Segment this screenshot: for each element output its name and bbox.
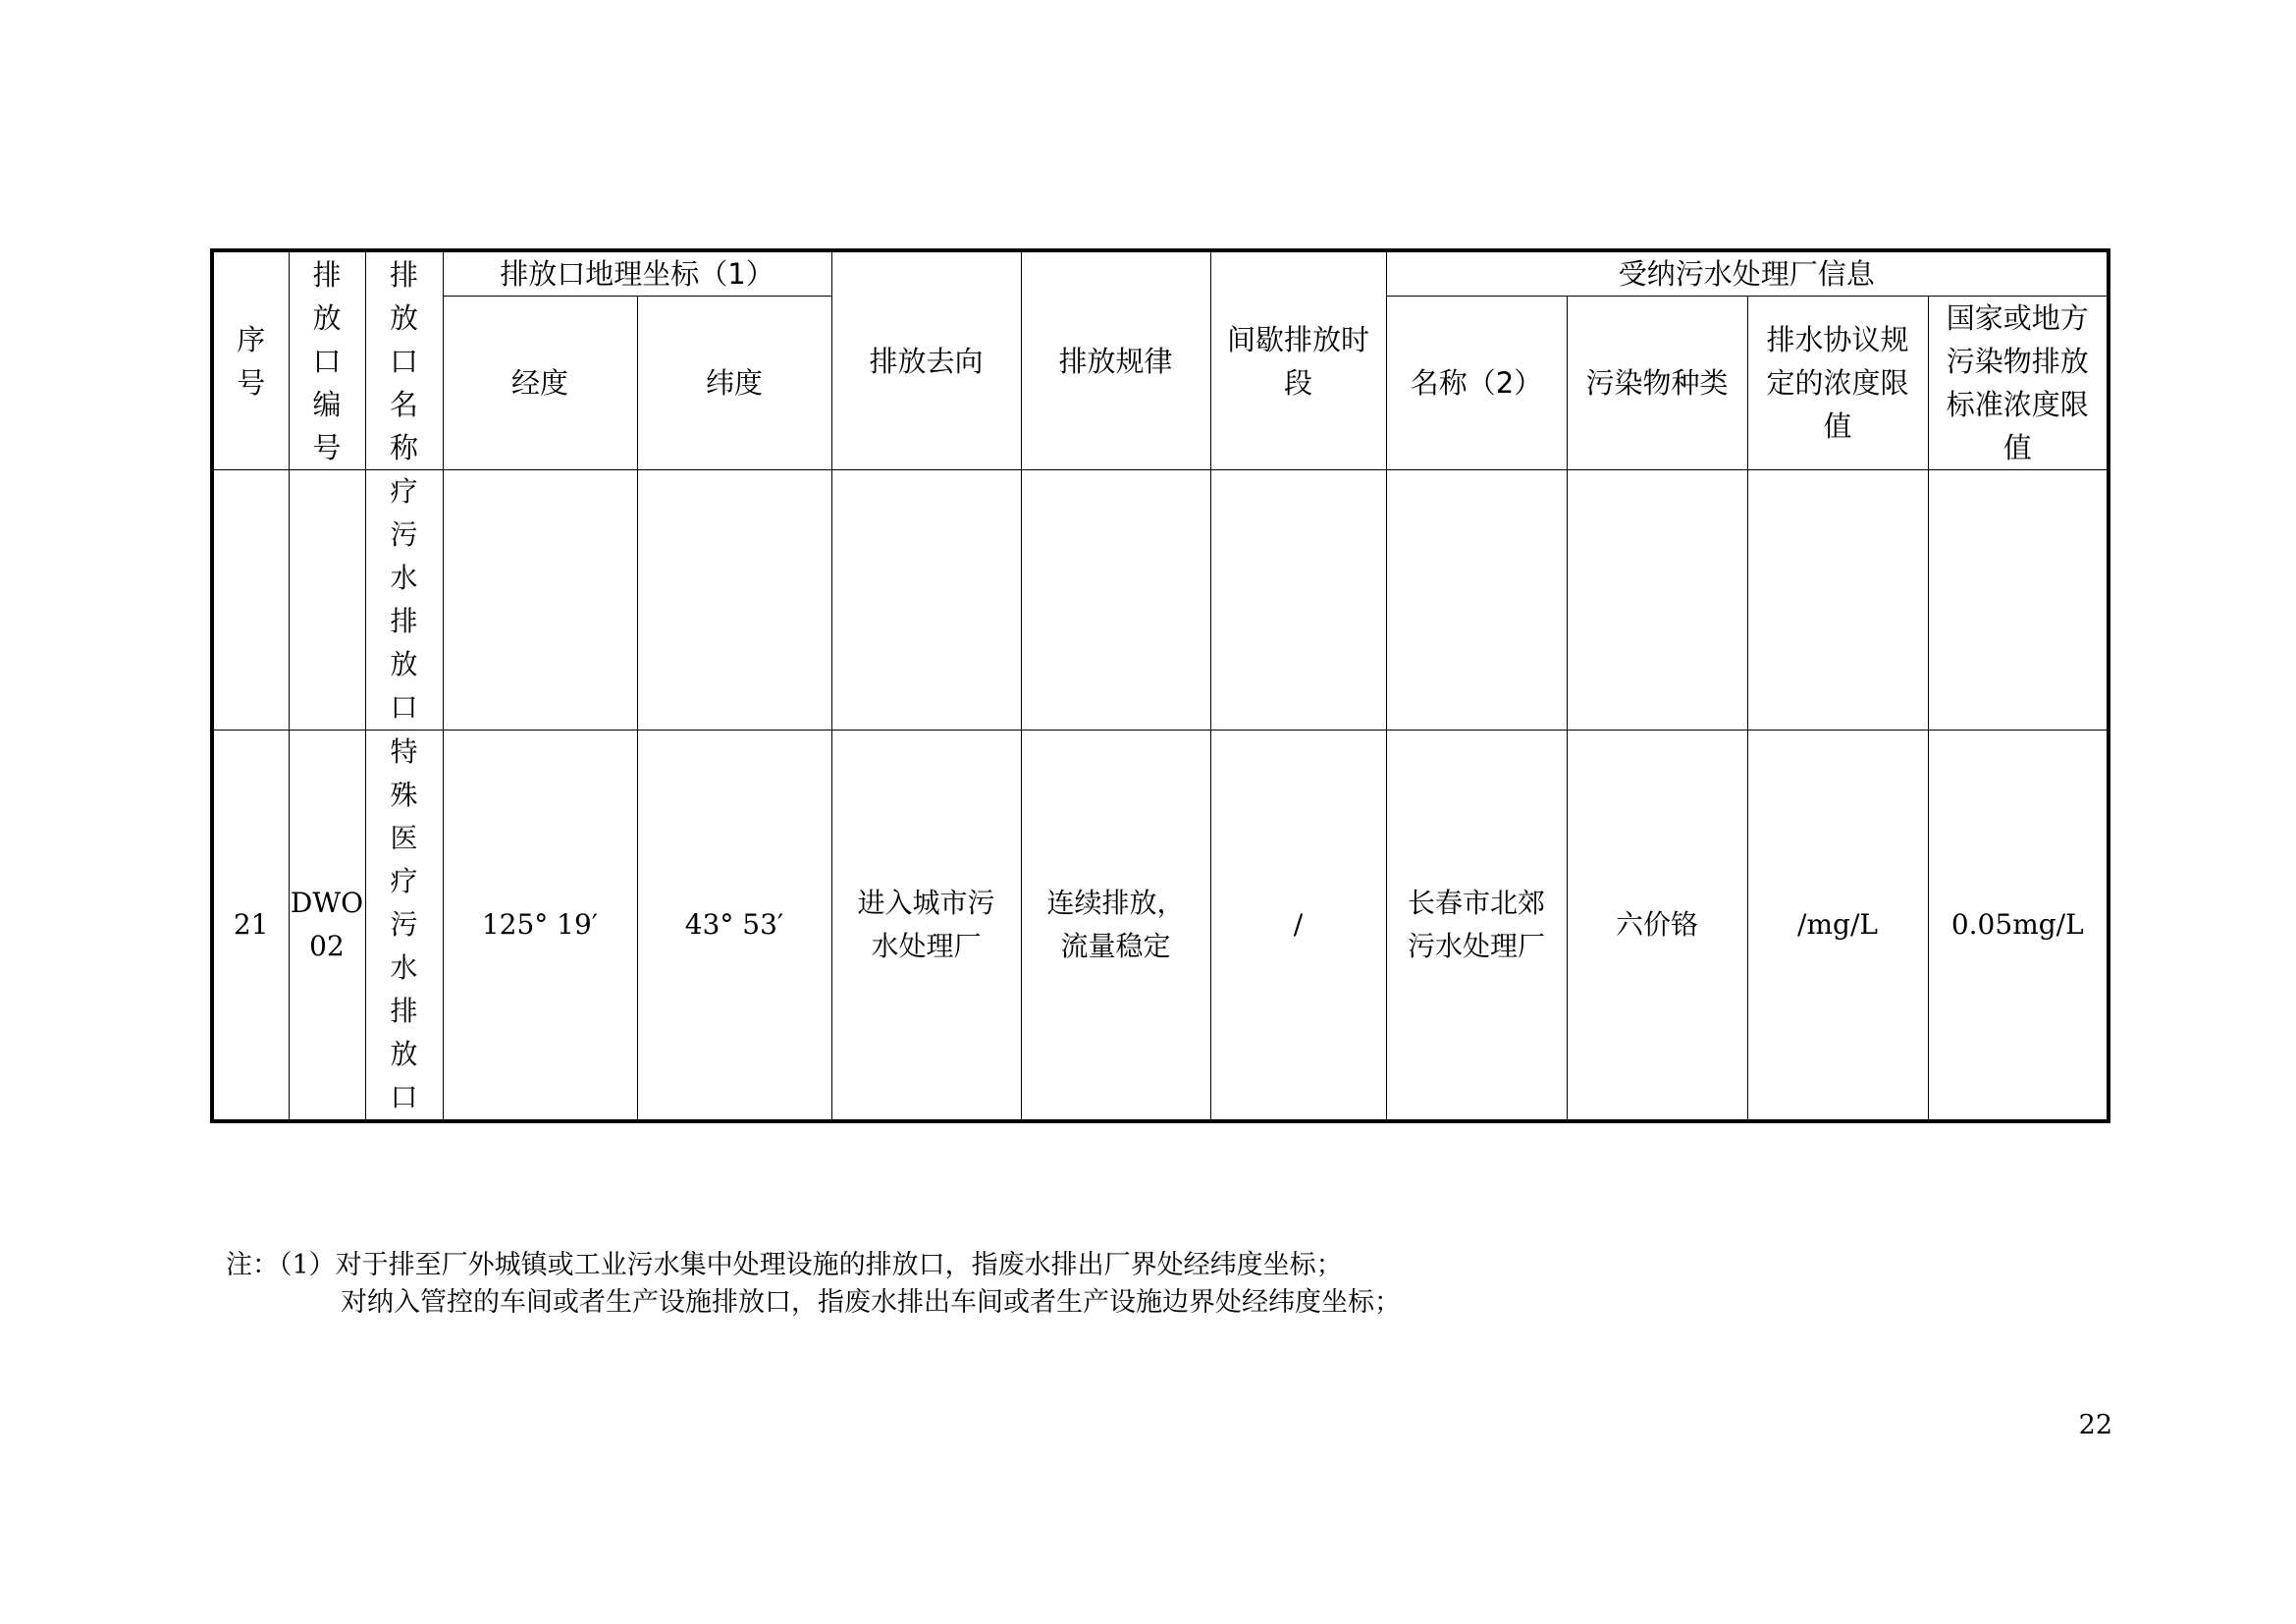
cell-agreement-limit [1747, 470, 1928, 731]
cell-plant-name: 长春市北郊 污水处理厂 [1386, 731, 1567, 1122]
header-outlet-code: 排 放 口 编 号 [289, 250, 365, 470]
header-geo-coordinates: 排放口地理坐标（1） [443, 250, 831, 297]
note-line-2: 对纳入管控的车间或者生产设施排放口，指废水排出车间或者生产设施边界处经纬度坐标； [341, 1287, 1401, 1318]
header-seq: 序 号 [212, 250, 289, 470]
cell-standard-limit: 0.05mg/L [1928, 731, 2109, 1122]
cell-outlet-name: 特 殊 医 疗 污 水 排 放 口 [365, 731, 443, 1122]
cell-agreement-limit: /mg/L [1747, 731, 1928, 1122]
page-number: 22 [2078, 1410, 2112, 1440]
header-destination: 排放去向 [831, 250, 1021, 470]
cell-standard-limit [1928, 470, 2109, 731]
cell-code: DWO 02 [289, 731, 365, 1122]
cell-destination [831, 470, 1021, 731]
cell-pollutant: 六价铬 [1567, 731, 1747, 1122]
cell-pattern [1021, 470, 1210, 731]
discharge-outlet-table [210, 248, 2110, 1123]
header-intermittent-period: 间歇排放时 段 [1210, 250, 1386, 470]
table-row [212, 470, 2109, 731]
note-line-1: 注：（1）对于排至厂外城镇或工业污水集中处理设施的排放口，指废水排出厂界处经纬度坐标； [226, 1250, 1343, 1280]
cell-intermittent [1210, 470, 1386, 731]
cell-latitude: 43° 53′ [637, 731, 831, 1122]
cell-code [289, 470, 365, 731]
cell-intermittent: / [1210, 731, 1386, 1122]
cell-longitude: 125° 19′ [443, 731, 637, 1122]
header-plant-name: 名称（2） [1386, 297, 1567, 470]
table-row [212, 731, 2109, 1122]
header-longitude: 经度 [443, 297, 637, 470]
cell-plant-name [1386, 470, 1567, 731]
cell-pollutant [1567, 470, 1747, 731]
header-pollutant: 污染物种类 [1567, 297, 1747, 470]
cell-destination: 进入城市污 水处理厂 [831, 731, 1021, 1122]
cell-longitude [443, 470, 637, 731]
header-standard-limit: 国家或地方 污染物排放 标准浓度限 值 [1928, 297, 2109, 470]
cell-outlet-name: 疗 污 水 排 放 口 [365, 470, 443, 731]
cell-pattern: 连续排放， 流量稳定 [1021, 731, 1210, 1122]
cell-latitude [637, 470, 831, 731]
cell-seq: 21 [212, 731, 289, 1122]
header-pattern: 排放规律 [1021, 250, 1210, 470]
header-receiving-plant-info: 受纳污水处理厂信息 [1386, 250, 2109, 297]
header-latitude: 纬度 [637, 297, 831, 470]
header-outlet-name: 排 放 口 名 称 [365, 250, 443, 470]
header-agreement-limit: 排水协议规 定的浓度限 值 [1747, 297, 1928, 470]
cell-seq [212, 470, 289, 731]
